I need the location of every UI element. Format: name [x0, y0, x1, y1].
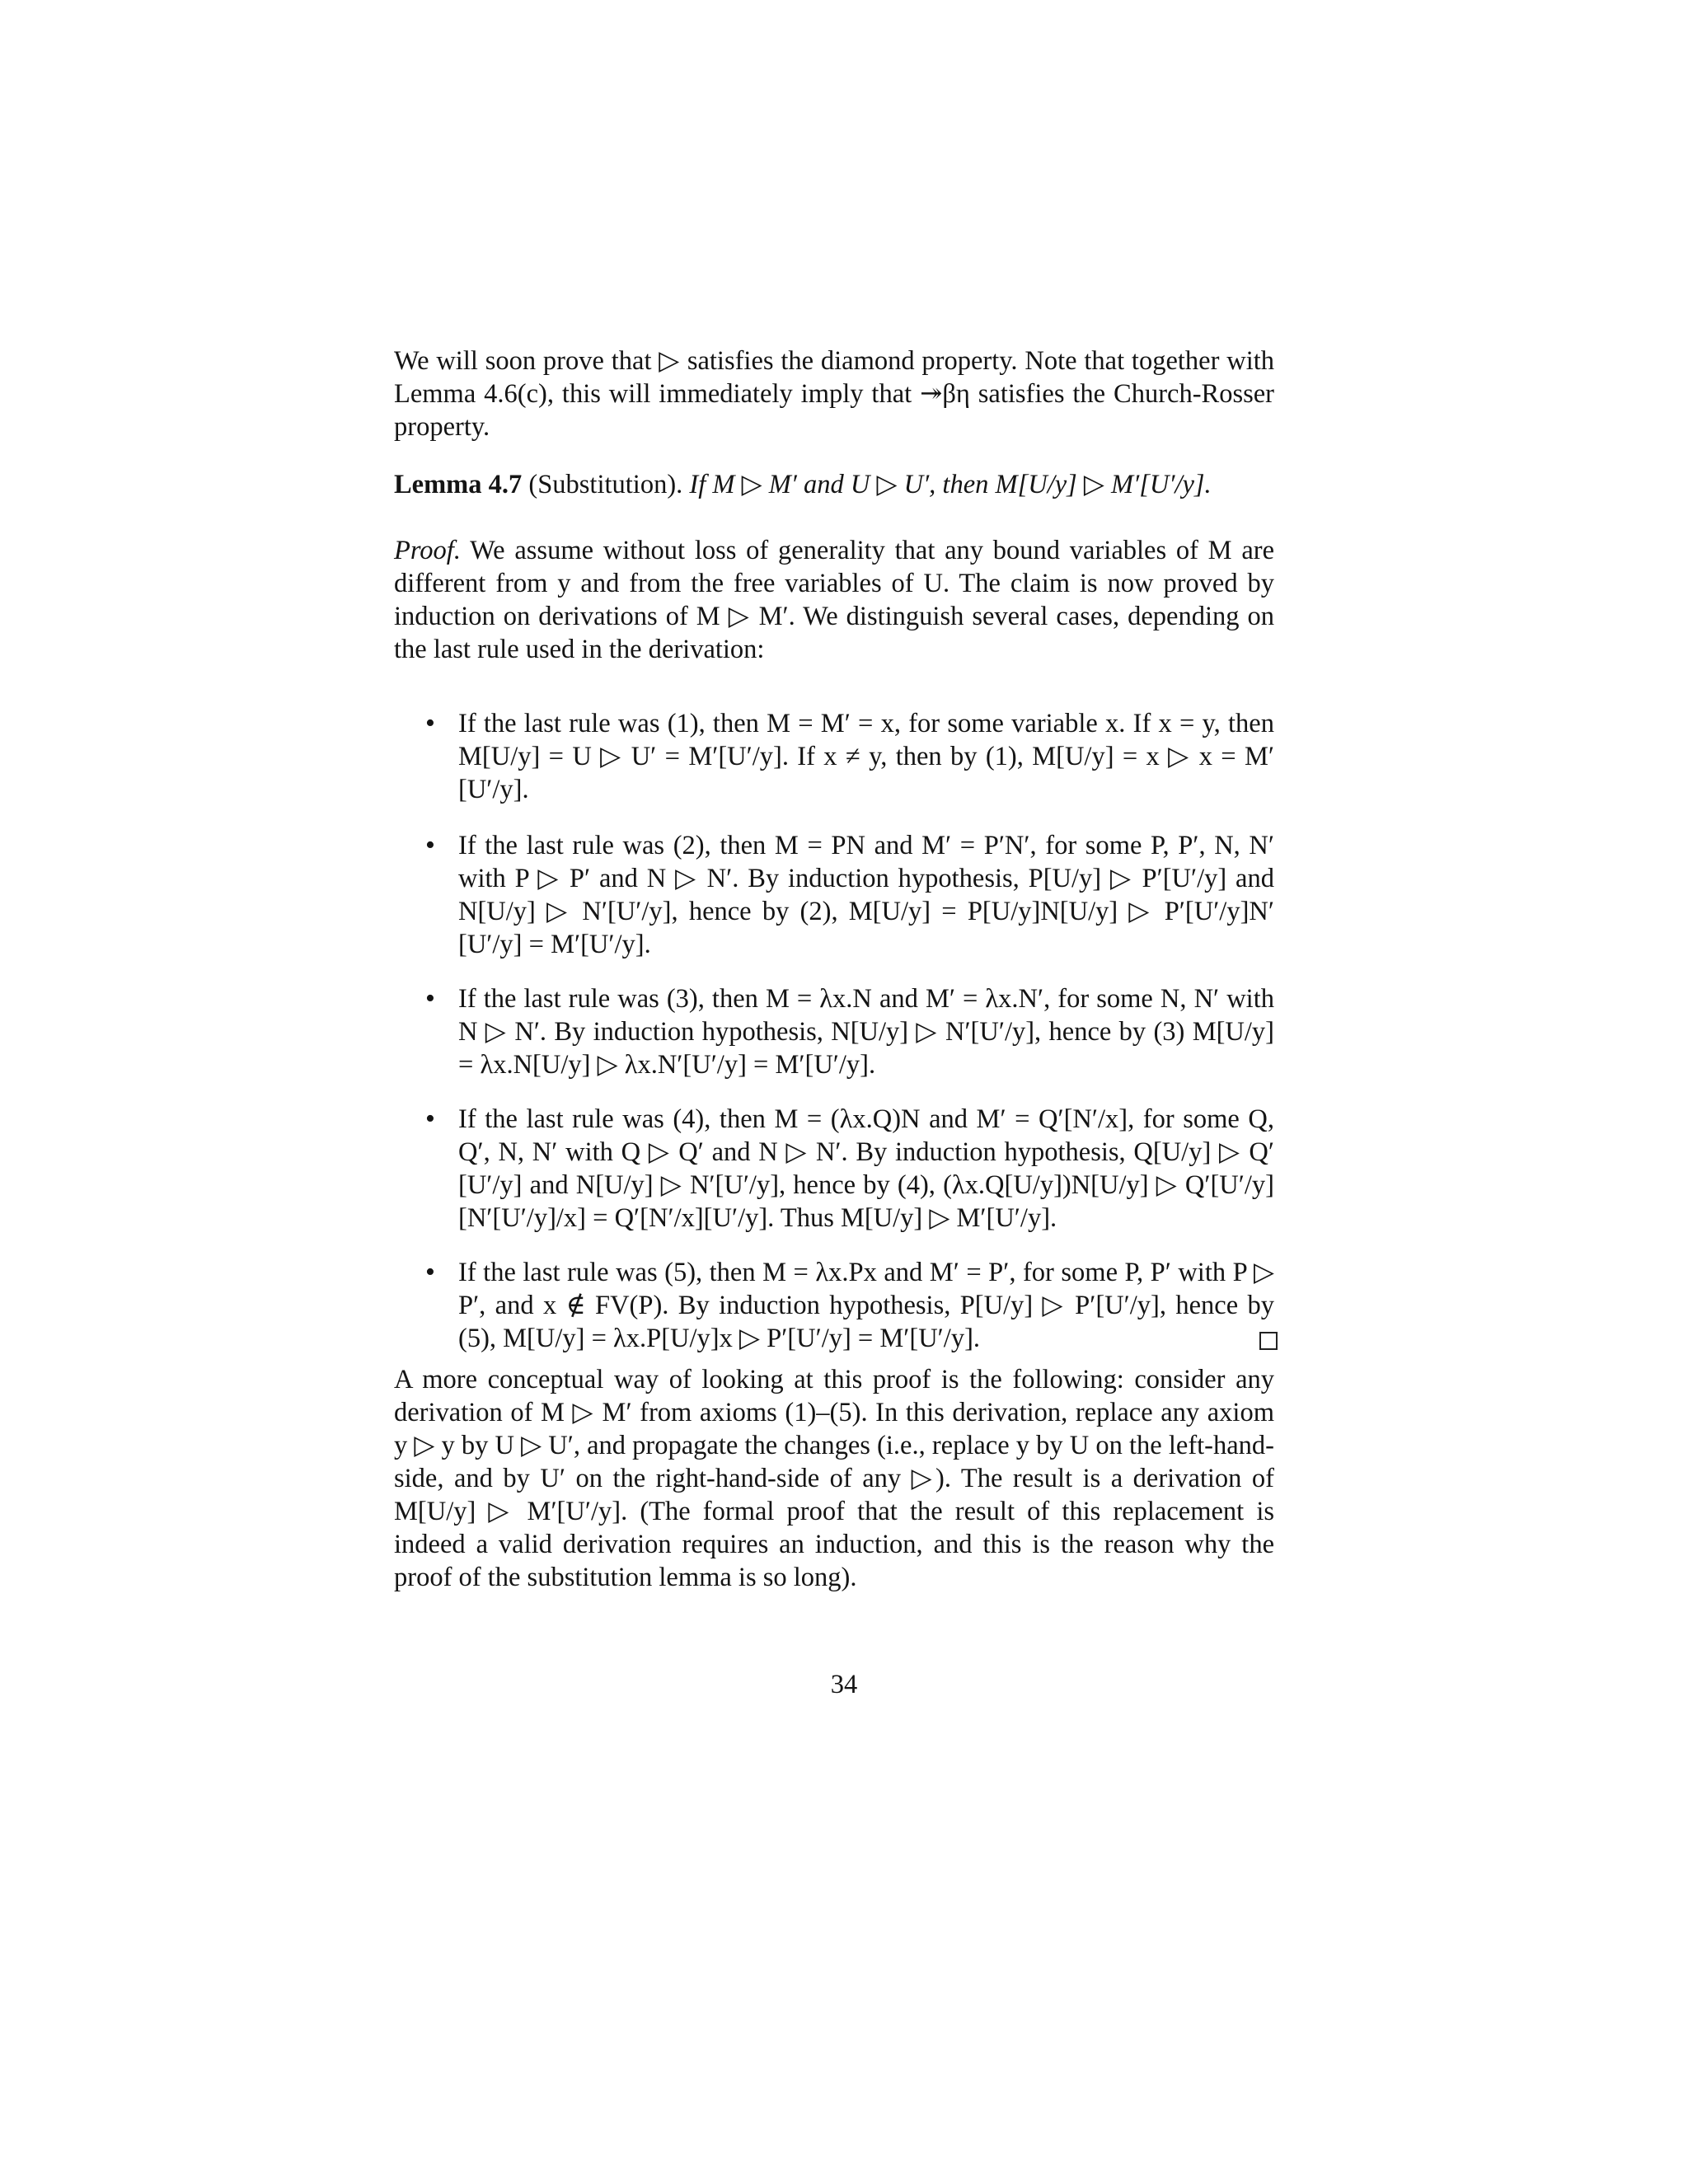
proof-case-4: • If the last rule was (4), then M = (λx.Q)N and M′ = Q′[N′/x], for some Q, Q′, N, N′ with Q ▷ Q′ and N ▷ N′. By induction hypothesis, Q[U/y] ▷ Q′[U′/y] and N[U/y] ▷ N′[U′/y], hence by (4), (λx.Q[U/y])N[U/y] ▷ Q′[U′/y][N′[U′/y]/x] = Q′[N′/x][U′/y]. Thus M[U/y] ▷ M′[U′/y]. — [458, 1103, 1274, 1235]
lemma-statement: If M ▷ M′ and U ▷ U′, then M[U/y] ▷ M′[U′/y]. — [682, 470, 1212, 499]
qed-square-icon — [1259, 1332, 1278, 1350]
page-number: 34 — [830, 1670, 858, 1699]
proof-intro-paragraph — [394, 534, 1274, 666]
lemma-label: Lemma 4.7 — [394, 470, 523, 499]
proof-intro-block — [394, 534, 1274, 666]
proof-intro-text: We assume without loss of generality that any bound variables of M are different from y and from the free variables of U. The claim is now proved by induction on derivations of M ▷ M′. We distinguish several cases, depending on the last rule used in the derivation: — [394, 536, 1274, 664]
proof-case-1: • If the last rule was (1), then M = M′ = x, for some variable x. If x = y, then M[U/y] = U ▷ U′ = M′[U′/y]. If x ≠ y, then by (1), M[U/y] = x ▷ x = M′[U′/y]. — [458, 707, 1274, 806]
lemma-paragraph — [394, 468, 1274, 501]
proof-case-2: • If the last rule was (2), then M = PN and M′ = P′N′, for some P, P′, N, N′ with P ▷ P′ and N ▷ N′. By induction hypothesis, P[U/y] ▷ P′[U′/y] and N[U/y] ▷ N′[U′/y], hence by (2), M[U/y] = P[U/y]N[U/y] ▷ P′[U′/y]N′[U′/y] = M′[U′/y]. — [458, 829, 1274, 961]
proof-case-3: • If the last rule was (3), then M = λx.N and M′ = λx.N′, for some N, N′ with N ▷ N′. By induction hypothesis, N[U/y] ▷ N′[U′/y], hence by (3) M[U/y] = λx.N[U/y] ▷ λx.N′[U′/y] = M′[U′/y]. — [458, 982, 1274, 1081]
intro-paragraph — [394, 344, 1274, 443]
remark-paragraph — [394, 1363, 1274, 1594]
remark-text: A more conceptual way of looking at this proof is the following: consider any derivation of M ▷ M′ from axioms (1)–(5). In this derivation, replace any axiom y ▷ y by U ▷ U′, and propagate the changes (i.e., replace y by U on the left-hand-side, and by U′ on the right-hand-side of any ▷). The result is a derivation of M[U/y] ▷ M′[U′/y]. (The formal proof that the result of this replacement is indeed a valid derivation requires an induction, and this is the reason why the proof of the substitution lemma is so long). — [394, 1365, 1274, 1592]
proof-label: Proof. — [394, 536, 461, 565]
lemma-name: (Substitution). — [522, 470, 683, 499]
lemma-statement-block — [394, 468, 1274, 501]
intro-text: We will soon prove that ▷ satisfies the diamond property. Note that together with Lemma 4.6(c), this will immediately imply that ↠βη satisfies the Church-Rosser property. — [394, 346, 1274, 442]
proof-case-5 — [458, 1256, 1274, 1355]
proof-case-5-text: If the last rule was (5), then M = λx.Px and M′ = P′, for some P, P′ with P ▷ P′, and x ∉ FV(P). By induction hypothesis, P[U/y] ▷ P′[U′/y], hence by (5), M[U/y] = λx.P[U/y]x ▷ P′[U′/y] = M′[U′/y]. — [458, 1258, 1274, 1353]
